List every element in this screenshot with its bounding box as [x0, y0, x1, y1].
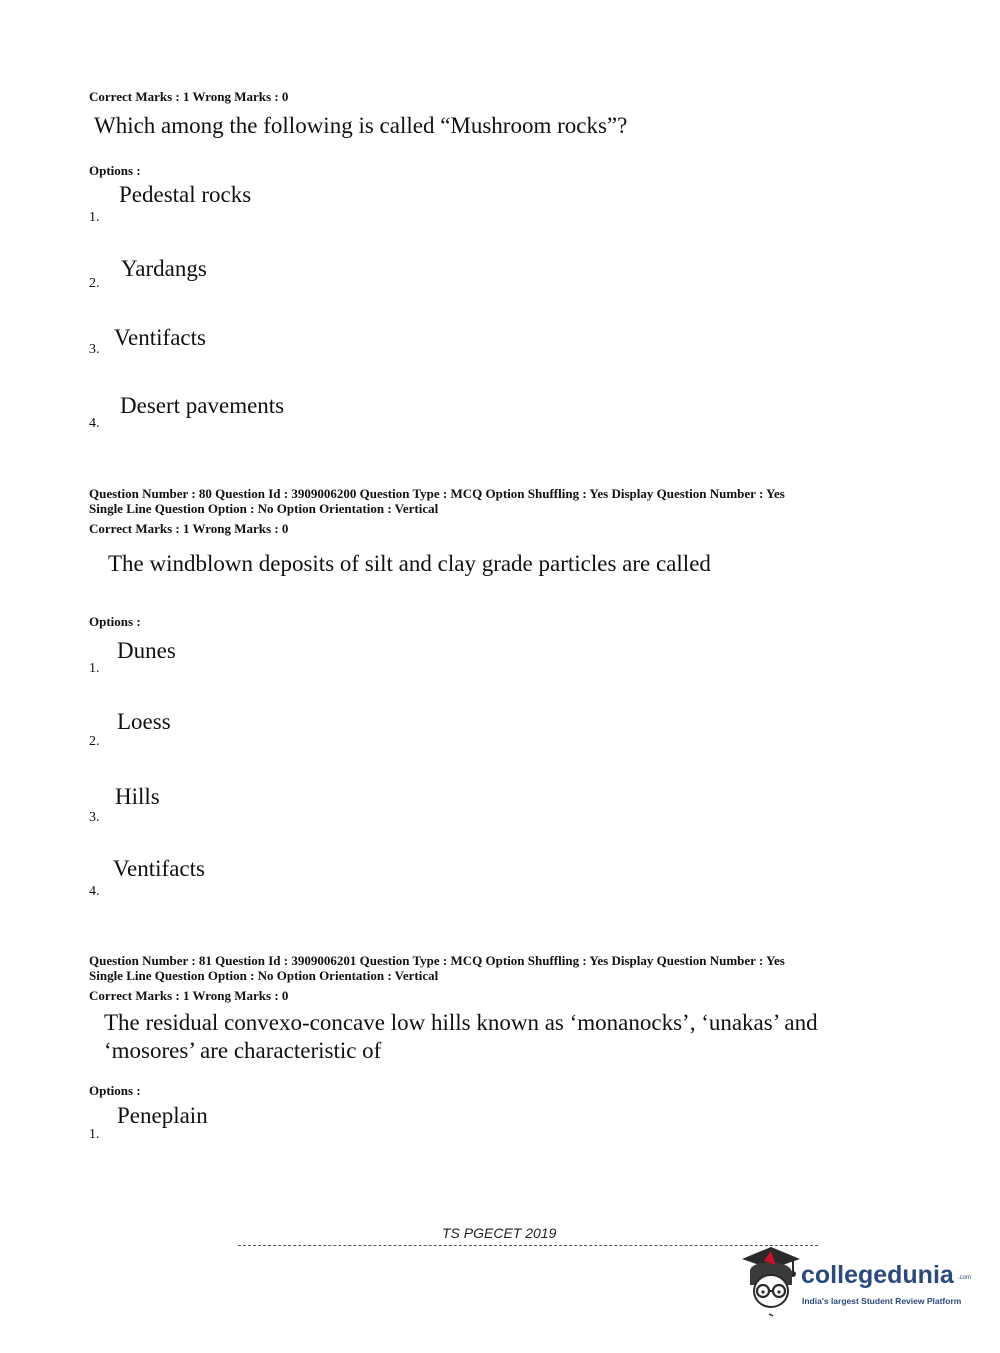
- q80-meta-line2: Single Line Question Option : No Option Orientation : Vertical: [89, 501, 439, 516]
- q81-meta-line1: Question Number : 81 Question Id : 3909006201 Question Type : MCQ Option Shuffling : Yes Display Question Number : Yes: [89, 953, 785, 968]
- option-text: Yardangs: [121, 256, 207, 281]
- footer-dotted-rule: [238, 1245, 818, 1246]
- collegedunia-logo: [740, 1245, 970, 1320]
- q79-options-label: Options :: [89, 163, 141, 178]
- option-number: 2.: [89, 276, 100, 291]
- q80-meta-line1: Question Number : 80 Question Id : 3909006200 Question Type : MCQ Option Shuffling : Yes Display Question Number : Yes: [89, 486, 785, 501]
- option-number: 1.: [89, 661, 100, 676]
- logo-com-suffix: .com: [958, 1275, 972, 1281]
- option-text: Ventifacts: [113, 856, 205, 881]
- option-number: 4.: [89, 884, 100, 899]
- option-text: Dunes: [117, 638, 176, 663]
- option-number: 2.: [89, 734, 100, 749]
- option-number: 3.: [89, 342, 100, 357]
- option-text: Hills: [115, 784, 160, 809]
- q81-question-line2: ‘mosores’ are characteristic of: [104, 1038, 382, 1063]
- q81-question-line1: The residual convexo-concave low hills known as ‘monanocks’, ‘unakas’ and: [104, 1010, 818, 1035]
- option-number: 3.: [89, 810, 100, 825]
- logo-tagline: India's largest Student Review Platform: [802, 1296, 962, 1306]
- q80-question-text: The windblown deposits of silt and clay grade particles are called: [108, 551, 711, 576]
- q79-marks: Correct Marks : 1 Wrong Marks : 0: [89, 89, 289, 104]
- option-text: Pedestal rocks: [119, 182, 252, 207]
- q79-question-text: Which among the following is called “Mushroom rocks”?: [94, 113, 628, 138]
- q80-marks: Correct Marks : 1 Wrong Marks : 0: [89, 521, 289, 536]
- option-number: 1.: [89, 210, 100, 225]
- student-mascot-icon: [740, 1245, 802, 1317]
- q80-options-label: Options :: [89, 614, 141, 629]
- option-text: Ventifacts: [114, 325, 206, 350]
- option-text: Peneplain: [117, 1103, 208, 1128]
- q81-meta-line2: Single Line Question Option : No Option Orientation : Vertical: [89, 968, 439, 983]
- option-text: Desert pavements: [120, 393, 285, 418]
- q81-options-label: Options :: [89, 1083, 141, 1098]
- q81-marks: Correct Marks : 1 Wrong Marks : 0: [89, 988, 289, 1003]
- footer-exam-title: TS PGECET 2019: [442, 1225, 557, 1241]
- option-text: Loess: [117, 709, 171, 734]
- logo-wordmark: collegedunia: [801, 1261, 954, 1289]
- option-number: 1.: [89, 1127, 100, 1142]
- option-number: 4.: [89, 416, 100, 431]
